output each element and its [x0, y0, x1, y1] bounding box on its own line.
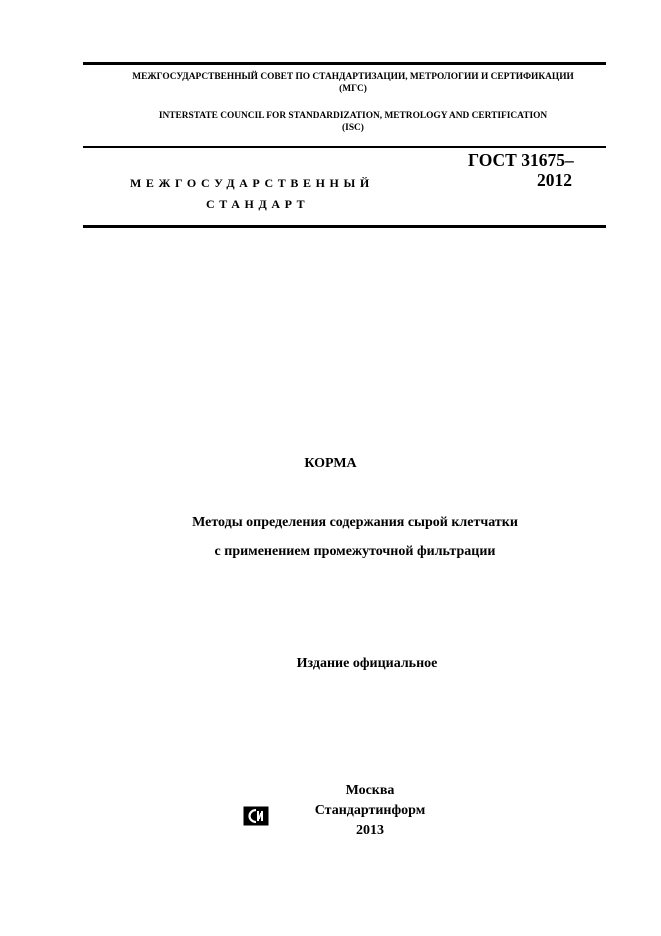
council-en-line1: INTERSTATE COUNCIL FOR STANDARDIZATION, METROLOGY AND CERTIFICATION: [158, 111, 548, 121]
publisher-block: [0, 781, 661, 841]
council-en-abbrev: (ISC): [342, 122, 364, 133]
document-title: КОРМА: [304, 456, 357, 471]
gost-number-line1: ГОСТ 31675–: [468, 150, 574, 170]
top-divider: [83, 62, 606, 65]
publication-year: 2013: [356, 823, 384, 838]
gost-number: [468, 150, 598, 190]
publisher-name: Стандартинформ: [314, 803, 426, 818]
bottom-divider: [83, 225, 606, 228]
subtitle-line1: Методы определения содержания сырой клетчатки: [192, 515, 518, 530]
council-name-ru: [83, 72, 623, 95]
middle-divider: [83, 146, 606, 148]
standard-kind-line1: МЕЖГОСУДАРСТВЕННЫЙ: [130, 176, 374, 190]
gost-year: 2012: [537, 170, 572, 190]
standard-kind: [130, 173, 374, 215]
subtitle-line2: с применением промежуточной фильтрации: [214, 544, 496, 559]
council-name-en: [83, 111, 623, 134]
document-subtitle: [0, 508, 661, 566]
council-ru-line1: МЕЖГОСУДАРСТВЕННЫЙ СОВЕТ ПО СТАНДАРТИЗАЦИИ, МЕТРОЛОГИИ И СЕРТИФИКАЦИИ: [132, 72, 574, 82]
standard-kind-line2: СТАНДАРТ: [206, 197, 310, 211]
edition-note: Издание официальное: [296, 656, 438, 671]
publisher-city: Москва: [345, 783, 395, 798]
council-ru-abbrev: (МГС): [339, 83, 367, 94]
